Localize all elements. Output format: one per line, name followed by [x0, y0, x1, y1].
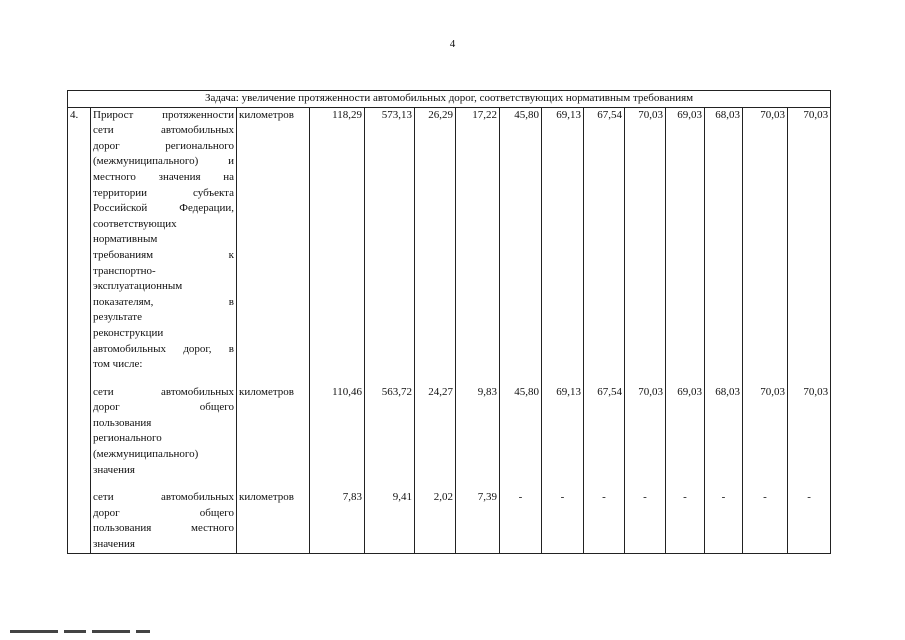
value-cell: - [666, 490, 705, 553]
row-number: 4. [68, 107, 91, 385]
indicator-name-line: местного значения на [93, 170, 234, 183]
indicator-name-line: требованиям к [93, 248, 234, 261]
unit: километров [237, 107, 310, 385]
indicator-name-line: дорог общего [93, 401, 234, 414]
indicator-name-line: автомобильных дорог, в [93, 342, 234, 355]
indicator-name-line: сети автомобильных [93, 491, 234, 504]
indicator-name-line: соответствующих [93, 217, 177, 230]
indicator-name [91, 385, 237, 491]
indicator-name-line: пользования [93, 416, 152, 429]
indicator-name-line: регионального [93, 432, 162, 445]
value-cell: 7,83 [310, 490, 365, 553]
indicator-name-line: эксплуатационным [93, 280, 183, 293]
value-cell: - [542, 490, 584, 553]
indicator-name-line: реконструкции [93, 326, 164, 339]
value-cell: - [743, 490, 788, 553]
value-cell: 68,03 [705, 107, 743, 385]
row-number [68, 490, 91, 553]
row-number [68, 385, 91, 491]
value-cell: 45,80 [500, 385, 542, 491]
value-cell: 70,03 [743, 385, 788, 491]
indicator-name-line: значения [93, 538, 135, 551]
value-cell: 70,03 [625, 107, 666, 385]
page-number: 4 [449, 38, 456, 50]
scan-artifact [10, 630, 310, 640]
value-cell: 69,03 [666, 385, 705, 491]
value-cell: 70,03 [788, 107, 831, 385]
indicator-name-line: транспортно- [93, 264, 156, 277]
value-cell: 70,03 [625, 385, 666, 491]
indicator-name-line: сети автомобильных [93, 124, 234, 137]
indicator-name [91, 490, 237, 553]
indicator-name-line: значения [93, 463, 135, 476]
value-cell: 24,27 [415, 385, 456, 491]
unit: километров [237, 385, 310, 491]
unit: километров [237, 490, 310, 553]
value-cell: 7,39 [456, 490, 500, 553]
indicator-name-line: территории субъекта [93, 186, 234, 199]
indicator-name-line: (межмуниципального) и [93, 155, 234, 168]
value-cell: 17,22 [456, 107, 500, 385]
value-cell: - [500, 490, 542, 553]
value-cell: 573,13 [365, 107, 415, 385]
value-cell: - [625, 490, 666, 553]
task-header-row [68, 91, 831, 108]
value-cell: 9,41 [365, 490, 415, 553]
indicator-name-line: Российской Федерации, [93, 202, 234, 215]
value-cell: - [705, 490, 743, 553]
table-row [68, 490, 831, 553]
indicator-name-line: Прирост протяженности [93, 108, 234, 121]
table-row [68, 107, 831, 385]
value-cell: 110,46 [310, 385, 365, 491]
value-cell: 26,29 [415, 107, 456, 385]
indicator-name [91, 107, 237, 385]
task-header: Задача: увеличение протяженности автомобильных дорог, соответствующих нормативным требованиям [68, 91, 831, 108]
value-cell: 69,13 [542, 107, 584, 385]
value-cell: - [584, 490, 625, 553]
indicator-name-line: сети автомобильных [93, 385, 234, 398]
indicator-name-line: (межмуниципального) [93, 448, 199, 461]
indicator-name-line: нормативным [93, 233, 158, 246]
indicator-name-line: показателям, в [93, 295, 234, 308]
value-cell: 69,13 [542, 385, 584, 491]
indicator-name-line: результате [93, 311, 142, 324]
value-cell: 67,54 [584, 107, 625, 385]
value-cell: - [788, 490, 831, 553]
value-cell: 70,03 [788, 385, 831, 491]
indicator-name-line: дорог регионального [93, 139, 234, 152]
indicators-table [67, 90, 831, 554]
indicator-name-line: дорог общего [93, 506, 234, 519]
value-cell: 563,72 [365, 385, 415, 491]
value-cell: 2,02 [415, 490, 456, 553]
table-row [68, 385, 831, 491]
value-cell: 45,80 [500, 107, 542, 385]
value-cell: 118,29 [310, 107, 365, 385]
value-cell: 9,83 [456, 385, 500, 491]
indicator-name-line: том числе: [93, 358, 143, 371]
value-cell: 67,54 [584, 385, 625, 491]
value-cell: 70,03 [743, 107, 788, 385]
value-cell: 68,03 [705, 385, 743, 491]
value-cell: 69,03 [666, 107, 705, 385]
indicator-name-line: пользования местного [93, 522, 234, 535]
